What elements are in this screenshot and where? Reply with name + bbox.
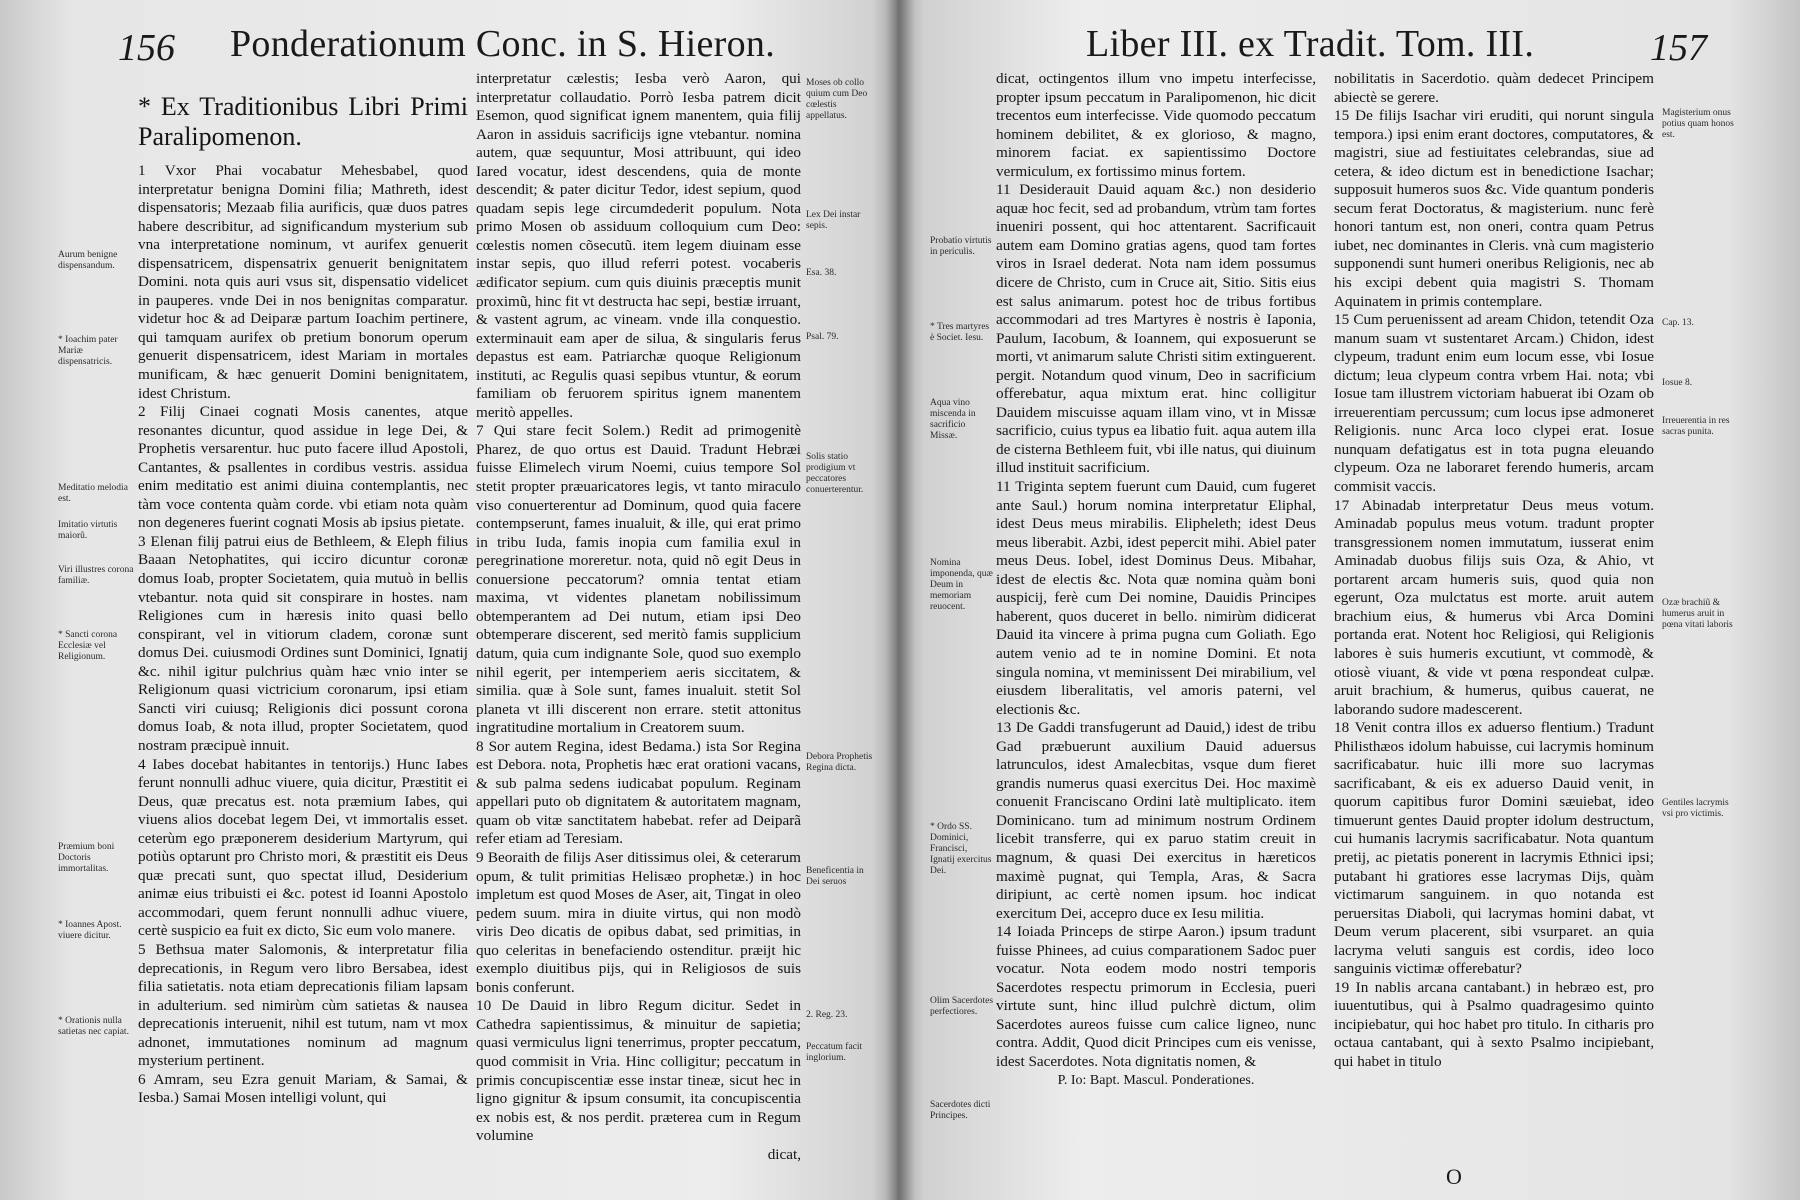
- margin-note: Ozæ brachiũ & humerus aruit in pœna vitati laboris: [1662, 598, 1733, 630]
- paragraph: 15 De filijs Isachar viri eruditi, qui norunt singula tempora.) ipsi enim erant doctores, computatores, & magistri, siue ad festiuitates celebrandas, siue ad cetera, & ideo dictum est in benedictione Isachar; supposuit humeros suos &c. Vide quantum ponderis secum ferat Doctoratus, & magisterium. nunc ferè honori tantum est, non oneri, contra quam Petrus iubet, nec dominantes in Cleris. vnà cum magisterio supponendi sunt humeri oneribus Religionis, nec ab his excipi debent quia magistri S. Thomam Aquinatem in primis contemplare.: [1334, 107, 1654, 310]
- margin-note: Esa. 38.: [806, 268, 837, 278]
- margin-note: Gentiles lacrymis vsi pro victimis.: [1662, 798, 1729, 819]
- paragraph: 10 De Dauid in libro Regum dicitur. Sedet in Cathedra sapientissimus, & minuitur de sapietia; quasi vermiculus ligni tenerrimus, propter peccatum, quod commisit in Vria. Hinc colligitur; peccatum in primis concupiscentiæ esse instar tineæ, sicut hec in ligno gignitur & ipsum consumit, ita concupiscentia ex nobis est, & nos perdit. præterea cum in Regum volumine: [476, 997, 801, 1145]
- paragraph: 1 Vxor Phai vocabatur Mehesbabel, quod interpretatur benigna Domini filia; Mathreth, idest dispensatoris; Mezaab filia aurificis, quæ duos patres habere describitur, ad significandum mysterium sub vna interpretatione nominum, vt aurifex genuerit dispensatricem, dispensatrix genuerit benignitatem Domini. nota quis auri vsus sit, dispensatio videlicet in pauperes. vnde Dei in nos benignitas comparatur. videtur hoc & ad Deiparæ partum Ioachim pertinere, qui tamquam aurifex ob pretium bonorum operum genuerit dispensatricem, idest Mariam in mortales munificam, & hæc genuerit Domini benignitatem, idest Christum.: [138, 162, 468, 402]
- paragraph: 4 Iabes docebat habitantes in tentorijs.) Hunc Iabes ferunt nonnulli adhuc viuere, quia dicitur, Præstitit ei Deus, quæ precatus est. nota præmium Iabes, qui viuens alios docebat legem Dei, vt immortalis esset. ceterùm ego præponerem desiderium Martyrum, qui potiùs optarunt pro Christo mori, & præstitit eis Deus quæ precati sunt, quo spectat illud, Desiderium animæ eius tribuisti ei &c. potest id Ioanni Apostolo accommodari, quem ferunt nonnulli adhuc viuere, certè suspicio ea fuit ex dicto, Sic eum volo manere.: [138, 755, 468, 940]
- paragraph: 5 Bethsua mater Salomonis, & interpretatur filia deprecationis, in Regum vero libro Bersabea, idest filia satietatis. nota etiam deprecationis filiam lapsam in adulterium. sed nimirùm cùm satietas & nausea deprecationis interuenit, nihil est tutum, nam vt mox adnonet, immutationes nominum ad magnum mysterium pertinent.: [138, 940, 468, 1070]
- margin-note: Viri illustres corona familiæ.: [58, 565, 134, 586]
- margin-note: Solis statio prodigium vt peccatores conuerterentur.: [806, 452, 864, 495]
- right-page: [910, 0, 1800, 1200]
- margin-note: Aurum benigne dispensandum.: [58, 250, 118, 271]
- right-running-title: Liber III. ex Tradit. Tom. III.: [1086, 23, 1535, 65]
- left-running-title: Ponderationum Conc. in S. Hieron.: [230, 23, 776, 65]
- margin-note: Sacerdotes dicti Principes.: [930, 1100, 991, 1121]
- margin-note: Probatio virtutis in periculis.: [930, 236, 992, 257]
- catchword: dicat,: [767, 1145, 801, 1163]
- right-column-1: [996, 70, 1316, 1090]
- paragraph: dicat, octingentos illum vno impetu interfecisse, propter ipsum peccatum in Paralipomenon, hic dicit trecentos eum interfecisse. Vide quomodo peccatum hominem debilitet, & ex glorioso, & magno, minorem faciat. ex sapientissimo Doctore vermiculum, ex fortissimo minus fortem.: [996, 70, 1316, 180]
- margin-note: Aqua vino miscenda in sacrificio Missæ.: [930, 398, 976, 441]
- margin-note: Lex Dei instar sepis.: [806, 210, 861, 231]
- left-page: [0, 0, 880, 1200]
- margin-note: Cap. 13.: [1662, 318, 1694, 328]
- margin-note: * Sancti corona Ecclesiæ vel Religionum.: [58, 630, 118, 662]
- paragraph: 17 Abinadab interpretatur Deus meus votum. Aminadab populus meus votum. tradunt propter transgressionem nomen immutatum, iusserat enim Aminadab duobus filijs suis Oza, & Ahio, vt portarent arcam humeris suis, quod quia non egerunt, Oza mulctatus est morte. aruit autem brachium eius, & humerus vbi Arca Domini portanda erat. Notent hoc Religiosi, qui Religionis labores è suis humeris excutiunt, vt commodè, & otiosè viuant, & vide vt pœna respondeat culpæ. aruit brachium, & humerus, quibus cauerat, ne laborando sudore madescerent.: [1334, 496, 1654, 718]
- left-page-number: 156: [118, 27, 175, 69]
- signature-mark: O: [1446, 1164, 1462, 1189]
- margin-note: Magisterium onus potius quam honos est.: [1662, 108, 1734, 140]
- margin-note: Iosue 8.: [1662, 378, 1693, 388]
- paragraph: 3 Elenan filij patrui eius de Bethleem, & Eleph filius Baaan Netophatites, qui icciro dicuntur coronæ domus Ioab, propter Societatem, quia mutuò in bellis vtebantur. nota quid sit conspirare in hostes. nam Religiones cum in hæresis inito quasi bello conspirant, vel in vitiorum cladem, coronæ sunt domus Dei. cuiusmodi Ordines sunt Dominici, Ignatij &c. nihil igitur pulchrius quàm hæc vnio inter se Religionum quasi victricium coronarum, ipsi etiam Sancti viri cuiusq; Religionis dici possunt corona domus Ioab, & nota illud, propter Societatem, quod nostram præcipuè innuit.: [138, 532, 468, 754]
- paragraph: nobilitatis in Sacerdotio. quàm dedecet Principem abiectè se gerere.: [1334, 70, 1654, 106]
- margin-note: Moses ob collo quium cum Deo cœlestis appellatus.: [806, 78, 868, 121]
- margin-note: Debora Prophetis Regina dicta.: [806, 752, 873, 773]
- footer-line: P. Io: Bapt. Mascul. Ponderationes.: [1057, 1072, 1255, 1088]
- paragraph: 9 Beoraith de filijs Aser ditissimus olei, & ceterarum opum, & tulit primitias Helisæo prophetæ.) in hoc impletum est quod Moses de Aser, ait, Tingat in oleo pedem suum. mira in diuite virtus, qui non modò viris Deo dicatis de opibus dabat, sed primitias, in quo celeritas in benefaciendo ostenditur. præijt hic exemplo diuitibus pijs, qui in Religiosos de suis bonis conferunt.: [476, 848, 801, 996]
- section-heading: * Ex Traditionibus Libri Primi Paralipomenon.: [138, 92, 468, 151]
- paragraph: 11 Triginta septem fuerunt cum Dauid, cum fugeret ante Saul.) horum nomina interpretatur Eliphal, idest Deus meus mirabilis. Elipheleth; idest Deus meus liberabit. Azbi, idest pepercit mihi. Abiel pater meus Deus. Iobel, idest Dominus Deus. Mibahar, idest de electis &c. Nota quæ nomina quàm boni auspicij, ferè cum Dei nomine, Dauidis Principes haberent, quos duceret in bello. nimirùm didicerat Dauid ita vincere à prima pugna cum Goliath. Ego autem venio ad te in nomine Domini. Et nota singula nomina, vt meminissent Dei mirabilium, vel eiusdem liberalitatis, vel amoris paterni, vel electionis &c.: [996, 478, 1316, 718]
- margin-note: * Orationis nulla satietas nec capiat.: [58, 1016, 129, 1037]
- paragraph: 7 Qui stare fecit Solem.) Redit ad primogenitè Pharez, de quo ortus est Dauid. Tradunt Hebræi fuisse Elimelech virum Noemi, cuius tempore Sol stetit propter præuaricatores legis, vt tanto miraculo viso conuerterentur ad Dominum, quod quia facere contempserunt, fames inualuit, & ille, qui erat primo in tribu Iuda, famis inopia cum familia exul in peregrinatione moreretur. nota, quid nõ egit Deus in conuersione peccatorum? omnia tentat etiam maxima, vt videntes planetam nobilissimum obtemperantem ad Dei nutum, etiam ipsi Deo obtemperare discerent, sed meritò famis supplicium datum, quia cum indignante Sole, quod suo exemplo nihil egerit, per intemperiem aeris siccitatem, & similia. quæ à Sole sunt, fames inualuit. stetit Sol planeta vt illi discerent non errare. stetit attonitus ingratitudine mortalium in Creatorem suum.: [476, 422, 801, 737]
- margin-note: Peccatum facit inglorium.: [806, 1042, 863, 1063]
- margin-note: Nomina imponenda, quæ Deum in memoriam reuocent.: [930, 558, 993, 612]
- right-column-2: [1334, 70, 1654, 1072]
- paragraph: 13 De Gaddi transfugerunt ad Dauid,) idest de tribu Gad præbuerunt auxilium Dauid aduersus latrunculos, idest Amalecbitas, vsque dum fieret grandis numerus quasi exercitus Dei. Hoc maximè conuenit Franciscano Ordini latè multiplicato. item Dominicano. tum ad minimum nostrum Ordinem licebit transferre, qui ex paruo statim creuit in magnum, & quasi Dei exercitus in hæreticos maximè pugnat, qui Templa, Aras, & Sacra diripiunt, ac certè nomen ipsum. hoc indicat exercitum Dei, accepro duce ex Iesu militia.: [996, 719, 1316, 922]
- paragraph: 8 Sor autem Regina, idest Bedama.) ista Sor Regina est Debora. nota, Prophetis hæc erat orationi vacans, & sub palma sedens iudicabat populum. Reginam appellari puto ob dignitatem & autoritatem magnam, quam ob vitæ sanctitatem habebat. refer ad Deiparã refer etiam ad Teresiam.: [476, 737, 801, 848]
- paragraph: 2 Filij Cinaei cognati Mosis canentes, atque resonantes dicuntur, quod assidue in lege Dei, & Prophetis versarentur. huc puto facere illud Apostoli, Cantantes, & psallentes in cordibus vestris. assidua enim meditatio est animi diuina contemplantis, nec tàm voce contenta quàm corde. vbi etiam nota quàm non degeneres fuerint cognati Mosis ab ipsius pietate.: [138, 403, 468, 532]
- left-column-2: [476, 70, 801, 1164]
- margin-note: Beneficentia in Dei seruos: [806, 866, 864, 887]
- paragraph: interpretatur cælestis; Iesba verò Aaron, qui interpretatur collaudatio. Porrò Iesba patrem dicit Esemon, quod significat ignem manentem, quia filij Aaron in assiduis sacrificijs igne vtebantur. nomina autem, quæ sequuntur, Mosi attribuunt, qui ideo Iared vocatur, idest descendens, quia de monte descendit; & pater dicitur Tedor, idest sepium, quod quadam sepis lege circumdederit populum. Nota primo Mosen ob assiduum colloquium cum Deo: cœlestis nomen cõsecutũ. item legem diuinam esse instar sepis, quo illud referri potest. vocaberis ædificator sepium. cum quis diuinis præceptis munit proximũ, hinc fit vt destructa hac sepi, bestiæ irruant, & vastent agrum, ac vineam. vnde illa conquestio. exterminauit eam aper de silua, & singularis ferus depastus est eam. Patriarchæ quoque Religionum instituti, ac Regulis quasi sepibus vtuntur, & eorum familiam ob feruorem spiritus ignem manentem meritò appelles.: [476, 70, 801, 421]
- margin-note: Meditatio melodia est.: [58, 483, 128, 504]
- paragraph: 15 Cum peruenissent ad aream Chidon, tetendit Oza manum suam vt sustentaret Arcam.) Chidon, idest clypeum, tradunt enim eum locum esse, vbi Iosue dictum; leua clypeum contra vrbem Hai. nota; vbi Iosue tam illustrem victoriam habuerat ibi Ozam ob irreuerentiam percussum; cum locus ipse admoneret Religionis. nunc Arca loco clypei erat. Iosue nunquam defatigatus est in tota pugna eleuando clypeum. Oza ne laboraret ferendo humeris, arcam commisit vaccis.: [1334, 311, 1654, 496]
- margin-note: 2. Reg. 23.: [806, 1010, 848, 1020]
- margin-note: * Ordo SS. Dominici, Francisci, Ignatij exercitus Dei.: [930, 822, 992, 876]
- margin-note: Psal. 79.: [806, 332, 839, 342]
- margin-note: * Ioannes Apost. viuere dicitur.: [58, 920, 122, 941]
- margin-note: Olim Sacerdotes perfectiores.: [930, 996, 994, 1017]
- margin-note: Imitatio virtutis maiorũ.: [58, 520, 118, 541]
- paragraph: 11 Desiderauit Dauid aquam &c.) non desiderio aquæ hoc fecit, sed ad probandum, vtrùm tam fortes inueniri possent, qui hoc attentarent. Sacrificauit autem eam Domino gratias agens, quod tam fortes viros in Israel dederat. Nota nam idem possumus dicere de Christo, cum in Cruce ait, Sitio. Sitis eius est salus animarum. potest hoc de tribus fortibus accommodari ad tres Martyres è nostris è Iaponia, Paulum, Iacobum, & Ioannem, qui exposuerunt se morti, vt animarum salute Christi sitim extinguerent. pergit. Notandum quod vinum, Deo in sacrificium offerebatur, aqua mixtum erat. hinc colligitur Dauidem miscuisse aquam illam vino, vt in Missæ sacrificio, cuius typus ea libatio fuit. aqua autem illa de cisterna Bethleem fuit, vbi ille natus, qui diuinum illud instituit sacrificium.: [996, 181, 1316, 477]
- paragraph: 19 In nablis arcana cantabant.) in hebræo est, pro iuuentutibus, qui à Psalmo quadragesimo quinto incipiebatur, qui hoc habet pro titulo. In citharis pro octaua cantabant, qui à sexto Psalmo incipiebant, qui habet in titulo: [1334, 978, 1654, 1070]
- margin-note: * Ioachim pater Mariæ dispensatricis.: [58, 335, 118, 367]
- right-page-number: 157: [1650, 27, 1707, 69]
- paragraph: 6 Amram, seu Ezra genuit Mariam, & Samai, & Iesba.) Samai Mosen intelligi volunt, qui: [138, 1070, 468, 1107]
- paragraph: 14 Ioiada Princeps de stirpe Aaron.) ipsum tradunt fuisse Phinees, ad cuius comparationem Sadoc puer vocatur. Nota eodem modo nostri temporis Sacerdotes respectu primorum in Ecclesia, pueri virtute sunt, hinc illud pulchrè dictum, olim Sacerdotes aureos fuisse cum calice ligneo, nunc contra. Addit, Quod dicit Principes cum eis venisse, idest Sacerdotes. Nota dignitatis nomen, &: [996, 923, 1316, 1070]
- paragraph: 18 Venit contra illos ex aduerso flentium.) Tradunt Philisthæos idolum habuisse, cui lacrymis hominum sacrificabatur. huic illi more suo lacrymas sacrificabant, & eis ex aduerso Dauid venit, in quorum capitibus furor Domini sæuiebat, ideo timuerunt gentes Dauid propter idolum destructum, cui humanis lacrymis sacrificabatur. Nota quantum pretij, ac pietatis ponerent in lacrymis Ethnici ipsi; putabant hi gratiores esse lacrymas Dijs, quàm victimarum sanguinem. in quo notanda est peruersitas Diaboli, qui lacrymas homini dabat, vt Deum verum placerent, sibi vsurparet. an quia lacryma veluti sanguis est cordis, ideo loco sanguinis victimæ offerebatur?: [1334, 719, 1654, 978]
- margin-note: Præmium boni Doctoris immortalitas.: [58, 842, 115, 874]
- left-column-1: [138, 92, 468, 1108]
- margin-note: Irreuerentia in res sacras punita.: [1662, 416, 1730, 437]
- margin-note: * Tres martyres è Societ. Iesu.: [930, 322, 990, 343]
